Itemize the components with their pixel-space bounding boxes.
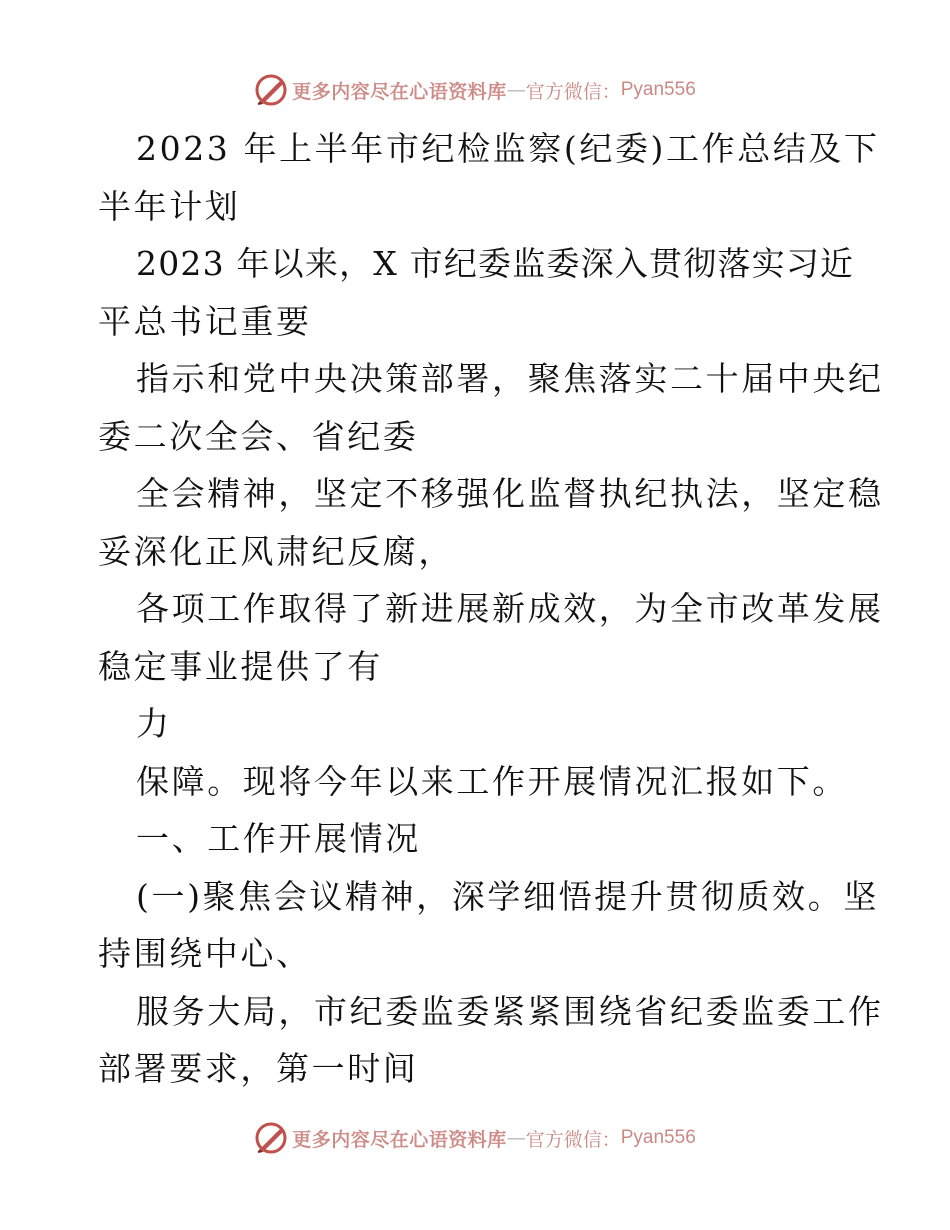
pen-logo-icon (254, 1121, 288, 1155)
header-watermark (0, 70, 950, 110)
paragraph-line: 持围绕中心、 (98, 934, 312, 973)
watermark-text: 更多内容尽在心语资料库 (292, 80, 507, 103)
paragraph-line: 部署要求，第一时间 (98, 1049, 419, 1088)
paragraph-line: 保障。现将今年以来工作开展情况汇报如下。 (136, 761, 848, 801)
pen-logo-icon (254, 73, 288, 107)
watermark-separator: — (506, 79, 526, 101)
watermark-text: 更多内容尽在心语资料库 (292, 1128, 507, 1151)
paragraph-line: 力 (136, 704, 172, 743)
watermark-wechat-label: 官方微信： (525, 80, 621, 103)
subsection-line: (一)聚焦会议精神，深学细悟提升贯彻质效。坚 (136, 876, 879, 916)
watermark-wechat-id: Pyan556 (620, 79, 696, 100)
title-line-1: 2023 年上半年市纪检监察(纪委)工作总结及下 (136, 129, 880, 168)
title-line-2: 半年计划 (98, 186, 241, 226)
paragraph-line: 稳定事业提供了有 (98, 646, 383, 686)
paragraph-line: 指示和党中央决策部署，聚焦落实二十届中央纪 (136, 359, 884, 398)
paragraph-line: 委二次全会、省纪委 (98, 416, 419, 456)
watermark-separator: — (506, 1127, 526, 1149)
paragraph-line: 全会精神，坚定不移强化监督执纪执法，坚定稳 (136, 474, 884, 513)
section-heading: 一、工作开展情况 (136, 819, 421, 858)
paragraph-line: 各项工作取得了新进展新成效，为全市改革发展 (136, 589, 884, 628)
document-body (98, 120, 884, 1098)
paragraph-line: 服务大局，市纪委监委紧紧围绕省纪委监委工作 (136, 991, 884, 1031)
paragraph-line: 妥深化正风肃纪反腐， (98, 531, 454, 571)
footer-watermark (0, 1118, 950, 1158)
watermark-wechat-label: 官方微信： (525, 1128, 621, 1151)
paragraph-line: 平总书记重要 (98, 301, 312, 341)
watermark-wechat-id: Pyan556 (620, 1127, 696, 1148)
paragraph-line: 2023 年以来，X 市纪委监委深入贯彻落实习近 (136, 244, 855, 283)
